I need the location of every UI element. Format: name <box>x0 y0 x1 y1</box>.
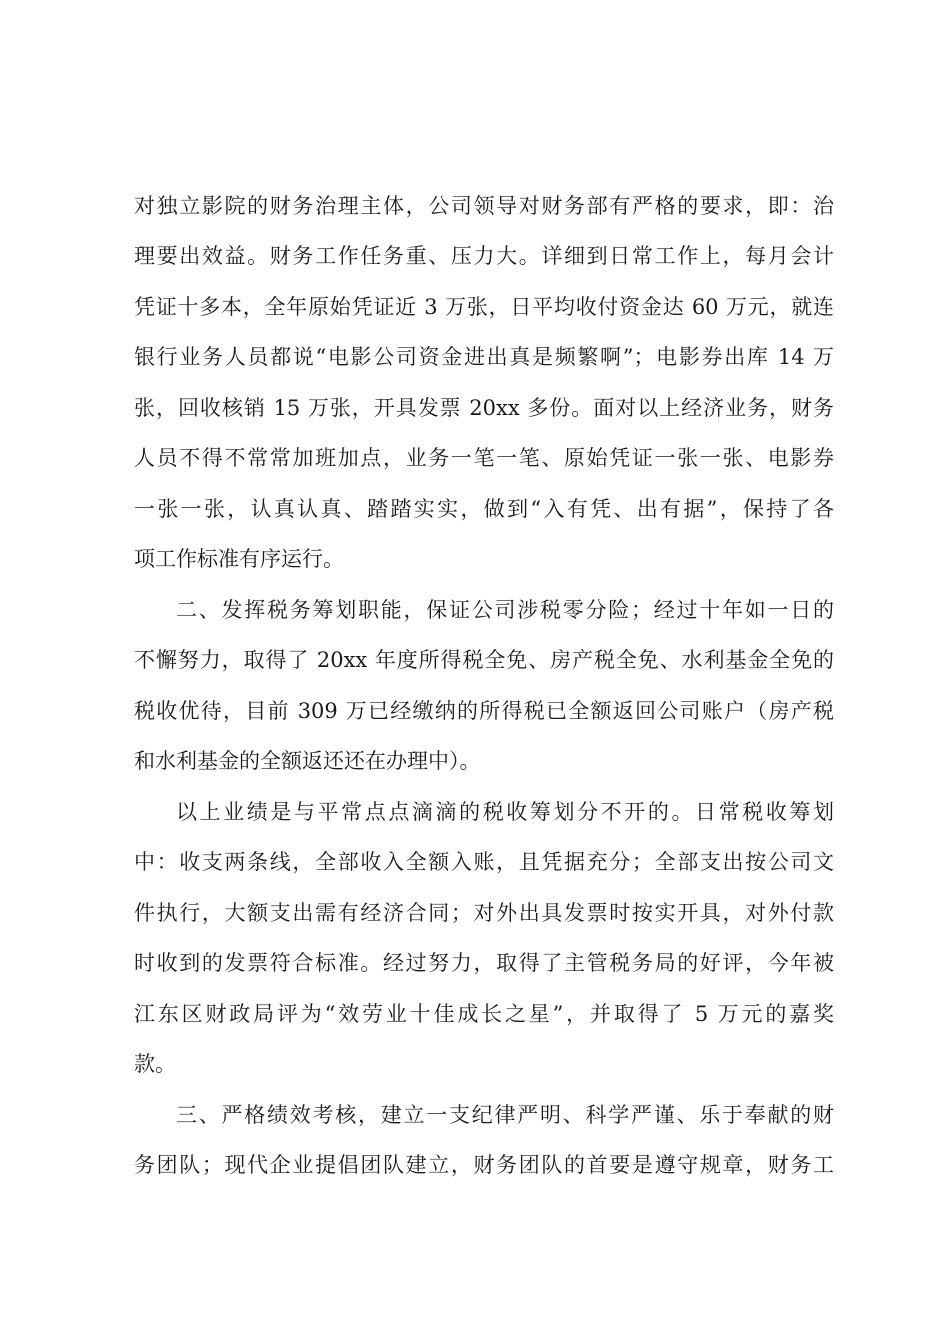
paragraph-line: 银行业务人员都说“电影公司资金进出真是频繁啊”；电影券出库 14 万 <box>134 345 834 369</box>
paragraph-line: 件执行，大额支出需有经济合同；对外出具发票时按实开具，对外付款 <box>134 901 834 925</box>
paragraph-line: 人员不得不常常加班加点，业务一笔一笔、原始凭证一张一张、电影券 <box>134 446 834 470</box>
paragraph-line: 项工作标准有序运行。 <box>134 547 344 571</box>
paragraph-line: 款。 <box>134 1052 176 1076</box>
paragraph-line: 一张一张，认真认真、踏踏实实，做到“入有凭、出有据”，保持了各 <box>134 497 834 521</box>
paragraph-line: 对独立影院的财务治理主体，公司领导对财务部有严格的要求，即：治 <box>134 194 834 218</box>
paragraph-line: 理要出效益。财务工作任务重、压力大。详细到日常工作上，每月会计 <box>134 244 834 268</box>
paragraph-line: 江东区财政局评为“效劳业十佳成长之星”，并取得了 5 万元的嘉奖 <box>134 1002 834 1026</box>
paragraph-line: 中：收支两条线，全部收入全额入账，且凭据充分；全部支出按公司文 <box>134 850 834 874</box>
paragraph-line: 务团队；现代企业提倡团队建立，财务团队的首要是遵守规章，财务工 <box>134 1153 834 1177</box>
paragraph-line: 和水利基金的全额返还还在办理中）。 <box>134 749 481 773</box>
paragraph-line: 时收到的发票符合标准。经过努力，取得了主管税务局的好评，今年被 <box>134 951 834 975</box>
paragraph-line: 不懈努力，取得了 20xx 年度所得税全免、房产税全免、水利基金全免的 <box>134 648 834 672</box>
paragraph-line: 张，回收核销 15 万张，开具发票 20xx 多份。面对以上经济业务，财务 <box>134 396 834 420</box>
paragraph-line: 税收优待，目前 309 万已经缴纳的所得税已全额返回公司账户（房产税 <box>134 699 834 723</box>
paragraph-line: 凭证十多本，全年原始凭证近 3 万张，日平均收付资金达 60 万元，就连 <box>134 295 834 319</box>
paragraph-line: 以上业绩是与平常点点滴滴的税收筹划分不开的。日常税收筹划 <box>176 800 834 824</box>
paragraph-line: 三、严格绩效考核，建立一支纪律严明、科学严谨、乐于奉献的财 <box>176 1103 834 1127</box>
paragraph-line: 二、发挥税务筹划职能，保证公司涉税零分险；经过十年如一日的 <box>176 598 834 622</box>
